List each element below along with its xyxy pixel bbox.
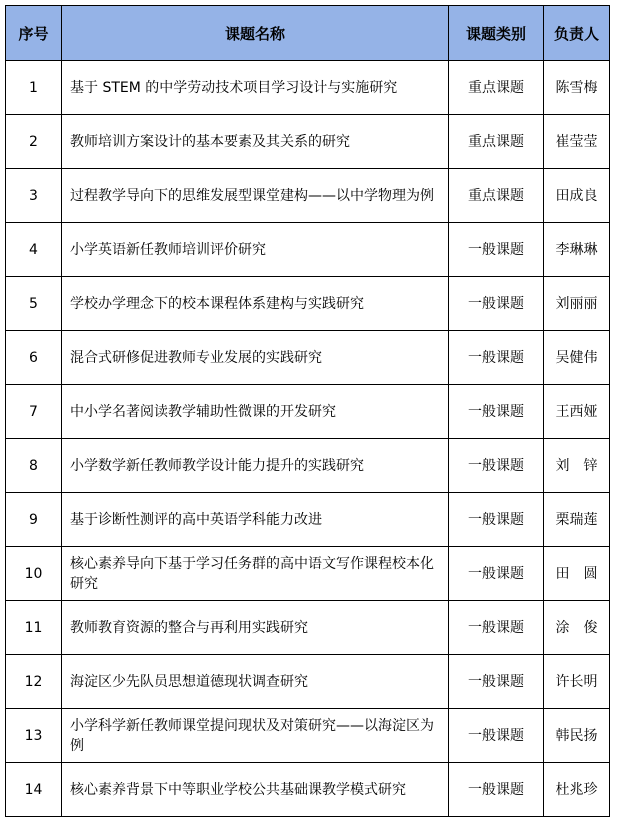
person-in-charge-cell: 栗瑞莲 bbox=[544, 493, 610, 547]
topic-name-cell: 混合式研修促进教师专业发展的实践研究 bbox=[62, 331, 449, 385]
table-row bbox=[6, 61, 610, 115]
serial-number-cell: 14 bbox=[6, 763, 62, 817]
serial-number-cell: 12 bbox=[6, 655, 62, 709]
topic-category-cell: 重点课题 bbox=[449, 61, 544, 115]
topic-category-cell: 一般课题 bbox=[449, 655, 544, 709]
topic-name-cell: 小学数学新任教师教学设计能力提升的实践研究 bbox=[62, 439, 449, 493]
topic-category-cell: 一般课题 bbox=[449, 763, 544, 817]
topic-name-cell: 核心素养背景下中等职业学校公共基础课教学模式研究 bbox=[62, 763, 449, 817]
person-in-charge-cell: 陈雪梅 bbox=[544, 61, 610, 115]
table-row bbox=[6, 169, 610, 223]
serial-number-cell: 10 bbox=[6, 547, 62, 601]
serial-number-cell: 3 bbox=[6, 169, 62, 223]
serial-number-cell: 5 bbox=[6, 277, 62, 331]
table-row bbox=[6, 115, 610, 169]
person-in-charge-cell: 刘丽丽 bbox=[544, 277, 610, 331]
topic-name-cell: 教师教育资源的整合与再利用实践研究 bbox=[62, 601, 449, 655]
topic-category-cell: 一般课题 bbox=[449, 601, 544, 655]
topic-category-cell: 重点课题 bbox=[449, 169, 544, 223]
header-serial-number: 序号 bbox=[6, 6, 62, 61]
topic-category-cell: 一般课题 bbox=[449, 439, 544, 493]
table-row bbox=[6, 493, 610, 547]
serial-number-cell: 11 bbox=[6, 601, 62, 655]
table-row bbox=[6, 223, 610, 277]
topic-name-cell: 过程教学导向下的思维发展型课堂建构——以中学物理为例 bbox=[62, 169, 449, 223]
topic-category-cell: 重点课题 bbox=[449, 115, 544, 169]
table-row bbox=[6, 655, 610, 709]
person-in-charge-cell: 吴健伟 bbox=[544, 331, 610, 385]
topic-name-cell: 核心素养导向下基于学习任务群的高中语文写作课程校本化研究 bbox=[62, 547, 449, 601]
topic-category-cell: 一般课题 bbox=[449, 709, 544, 763]
topic-name-cell: 基于诊断性测评的高中英语学科能力改进 bbox=[62, 493, 449, 547]
topic-category-cell: 一般课题 bbox=[449, 223, 544, 277]
serial-number-cell: 9 bbox=[6, 493, 62, 547]
table-row bbox=[6, 439, 610, 493]
topic-category-cell: 一般课题 bbox=[449, 385, 544, 439]
table-row bbox=[6, 763, 610, 817]
serial-number-cell: 1 bbox=[6, 61, 62, 115]
table-row bbox=[6, 547, 610, 601]
person-in-charge-cell: 田 圆 bbox=[544, 547, 610, 601]
research-topics-table bbox=[5, 5, 610, 817]
person-in-charge-cell: 田成良 bbox=[544, 169, 610, 223]
serial-number-cell: 6 bbox=[6, 331, 62, 385]
person-in-charge-cell: 许长明 bbox=[544, 655, 610, 709]
topic-name-cell: 小学科学新任教师课堂提问现状及对策研究——以海淀区为例 bbox=[62, 709, 449, 763]
topic-name-cell: 基于 STEM 的中学劳动技术项目学习设计与实施研究 bbox=[62, 61, 449, 115]
header-topic-name: 课题名称 bbox=[62, 6, 449, 61]
table-row bbox=[6, 277, 610, 331]
person-in-charge-cell: 涂 俊 bbox=[544, 601, 610, 655]
serial-number-cell: 7 bbox=[6, 385, 62, 439]
table-row bbox=[6, 331, 610, 385]
header-topic-category: 课题类别 bbox=[449, 6, 544, 61]
person-in-charge-cell: 韩民扬 bbox=[544, 709, 610, 763]
table-row bbox=[6, 385, 610, 439]
table-header-row bbox=[6, 6, 610, 61]
topic-category-cell: 一般课题 bbox=[449, 493, 544, 547]
table-row bbox=[6, 709, 610, 763]
person-in-charge-cell: 李琳琳 bbox=[544, 223, 610, 277]
topic-category-cell: 一般课题 bbox=[449, 331, 544, 385]
serial-number-cell: 2 bbox=[6, 115, 62, 169]
person-in-charge-cell: 杜兆珍 bbox=[544, 763, 610, 817]
research-topics-table-container bbox=[5, 5, 610, 817]
topic-name-cell: 学校办学理念下的校本课程体系建构与实践研究 bbox=[62, 277, 449, 331]
serial-number-cell: 8 bbox=[6, 439, 62, 493]
person-in-charge-cell: 王西娅 bbox=[544, 385, 610, 439]
table-row bbox=[6, 601, 610, 655]
header-person-in-charge: 负责人 bbox=[544, 6, 610, 61]
person-in-charge-cell: 崔莹莹 bbox=[544, 115, 610, 169]
serial-number-cell: 13 bbox=[6, 709, 62, 763]
topic-name-cell: 海淀区少先队员思想道德现状调查研究 bbox=[62, 655, 449, 709]
person-in-charge-cell: 刘 锌 bbox=[544, 439, 610, 493]
serial-number-cell: 4 bbox=[6, 223, 62, 277]
topic-name-cell: 小学英语新任教师培训评价研究 bbox=[62, 223, 449, 277]
topic-name-cell: 教师培训方案设计的基本要素及其关系的研究 bbox=[62, 115, 449, 169]
topic-name-cell: 中小学名著阅读教学辅助性微课的开发研究 bbox=[62, 385, 449, 439]
topic-category-cell: 一般课题 bbox=[449, 547, 544, 601]
topic-category-cell: 一般课题 bbox=[449, 277, 544, 331]
